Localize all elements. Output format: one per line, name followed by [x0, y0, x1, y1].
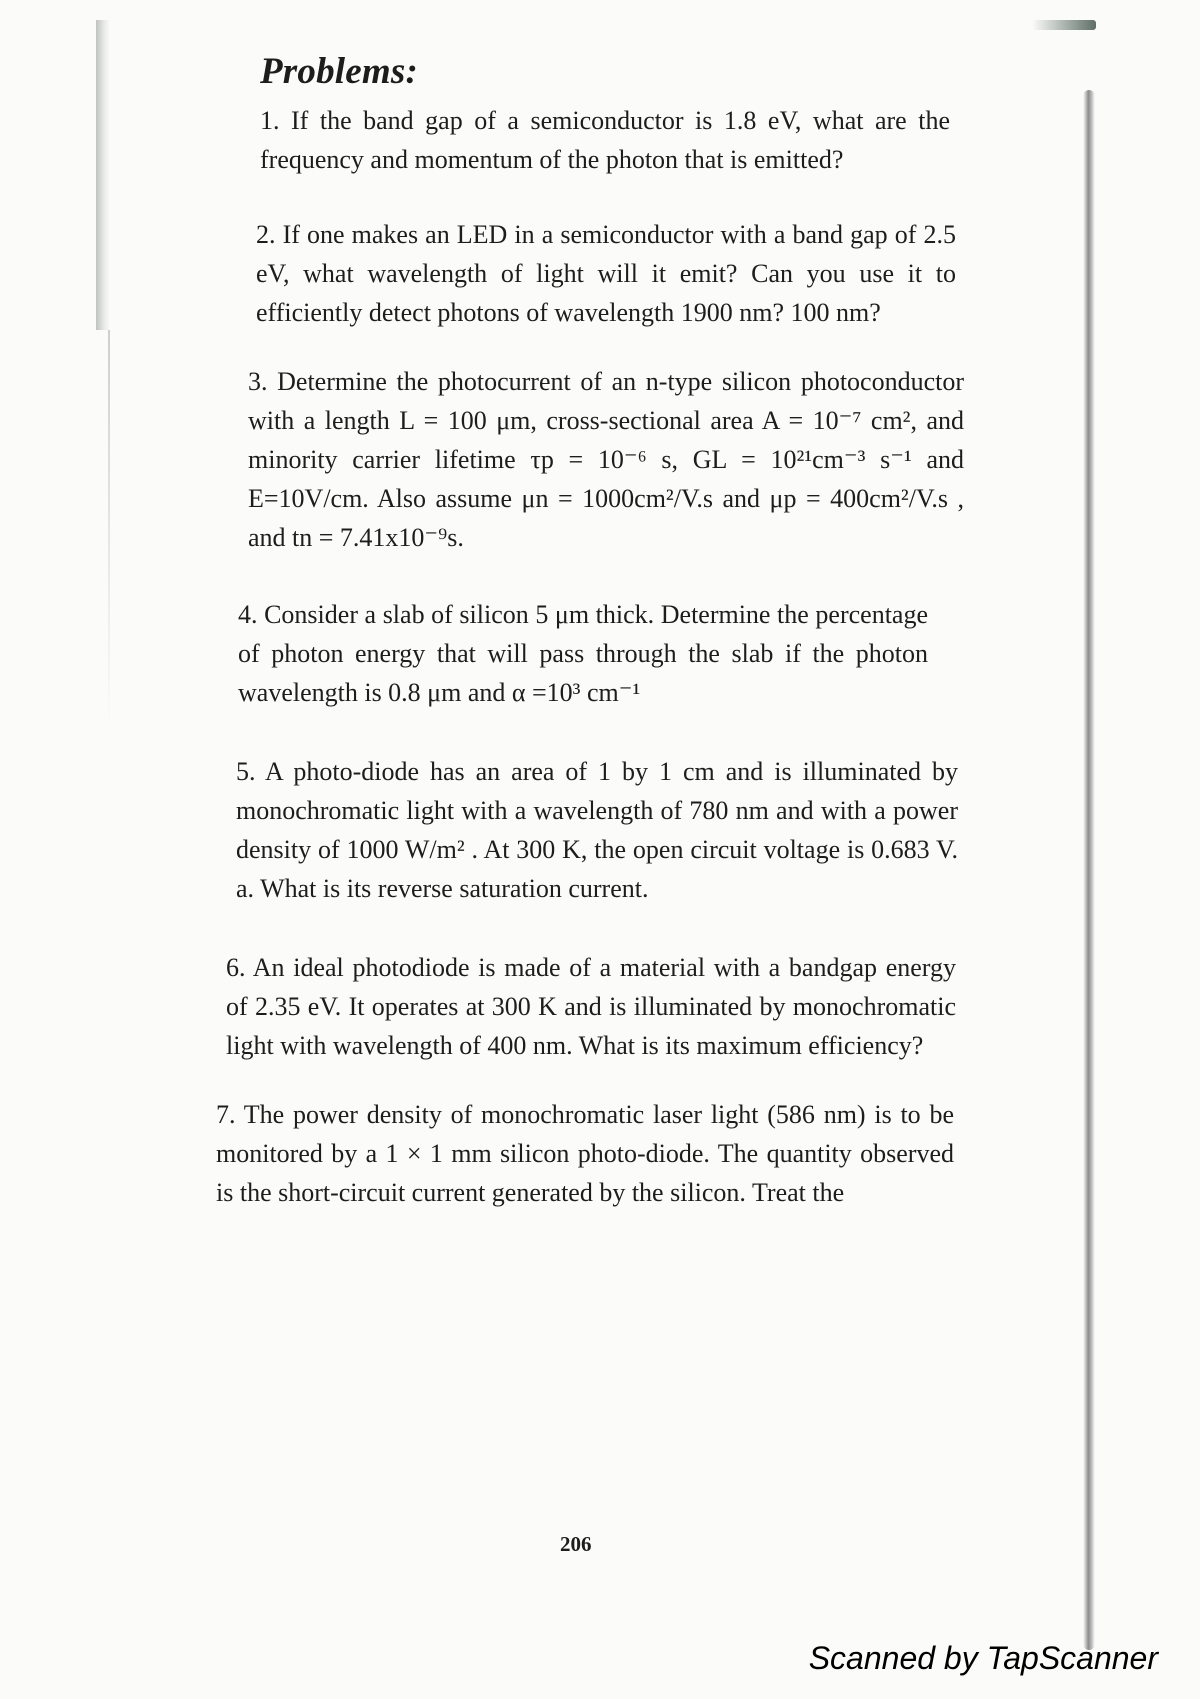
- scan-artifact: [1032, 20, 1096, 30]
- problem-1: 1. If the band gap of a semiconductor is 1.8 eV, what are the frequency and momentum of the photon that is emitted?: [260, 106, 950, 174]
- problem-6: 6. An ideal photodiode is made of a material with a bandgap energy of 2.35 eV. It operates at 300 K and is illuminated by monochromatic light with wavelength of 400 nm. What is its maximum efficiency?: [226, 953, 956, 1060]
- problem-5: 5. A photo-diode has an area of 1 by 1 cm and is illuminated by monochromatic light with a wavelength of 780 nm and with a power density of 1000 W/m² . At 300 K, the open circuit voltage is 0.683 V. a. What is its reverse saturation current.: [236, 757, 958, 903]
- scanner-watermark: Scanned by TapScanner: [808, 1640, 1158, 1676]
- page-fold-line: [108, 330, 110, 730]
- page-edge-shadow: [96, 20, 110, 330]
- page-number: 206: [560, 1532, 592, 1556]
- page-content: [216, 50, 964, 1258]
- page-title: Problems:: [260, 51, 419, 92]
- book-spine-edge: [1083, 90, 1095, 1650]
- problem-7: 7. The power density of monochromatic laser light (586 nm) is to be monitored by a 1 × 1 mm silicon photo-diode. The quantity observed is the short-circuit current generated by the silicon. Treat the: [216, 1100, 954, 1207]
- problem-2: 2. If one makes an LED in a semiconductor with a band gap of 2.5 eV, what wavelength of light will it emit? Can you use it to efficiently detect photons of wavelength 1900 nm? 100 nm?: [256, 220, 956, 327]
- problem-4: 4. Consider a slab of silicon 5 μm thick. Determine the percentage of photon energy that will pass through the slab if the photon wavelength is 0.8 μm and α =10³ cm⁻¹: [238, 600, 928, 707]
- problem-3: 3. Determine the photocurrent of an n-type silicon photoconductor with a length L = 100 μm, cross-sectional area A = 10⁻⁷ cm², and minority carrier lifetime τp = 10⁻⁶ s, GL = 10²¹cm⁻³ s⁻¹ and E=10V/cm. Also assume μn = 1000cm²/V.s and μp = 400cm²/V.s , and tn = 7.41x10⁻⁹s.: [248, 367, 964, 552]
